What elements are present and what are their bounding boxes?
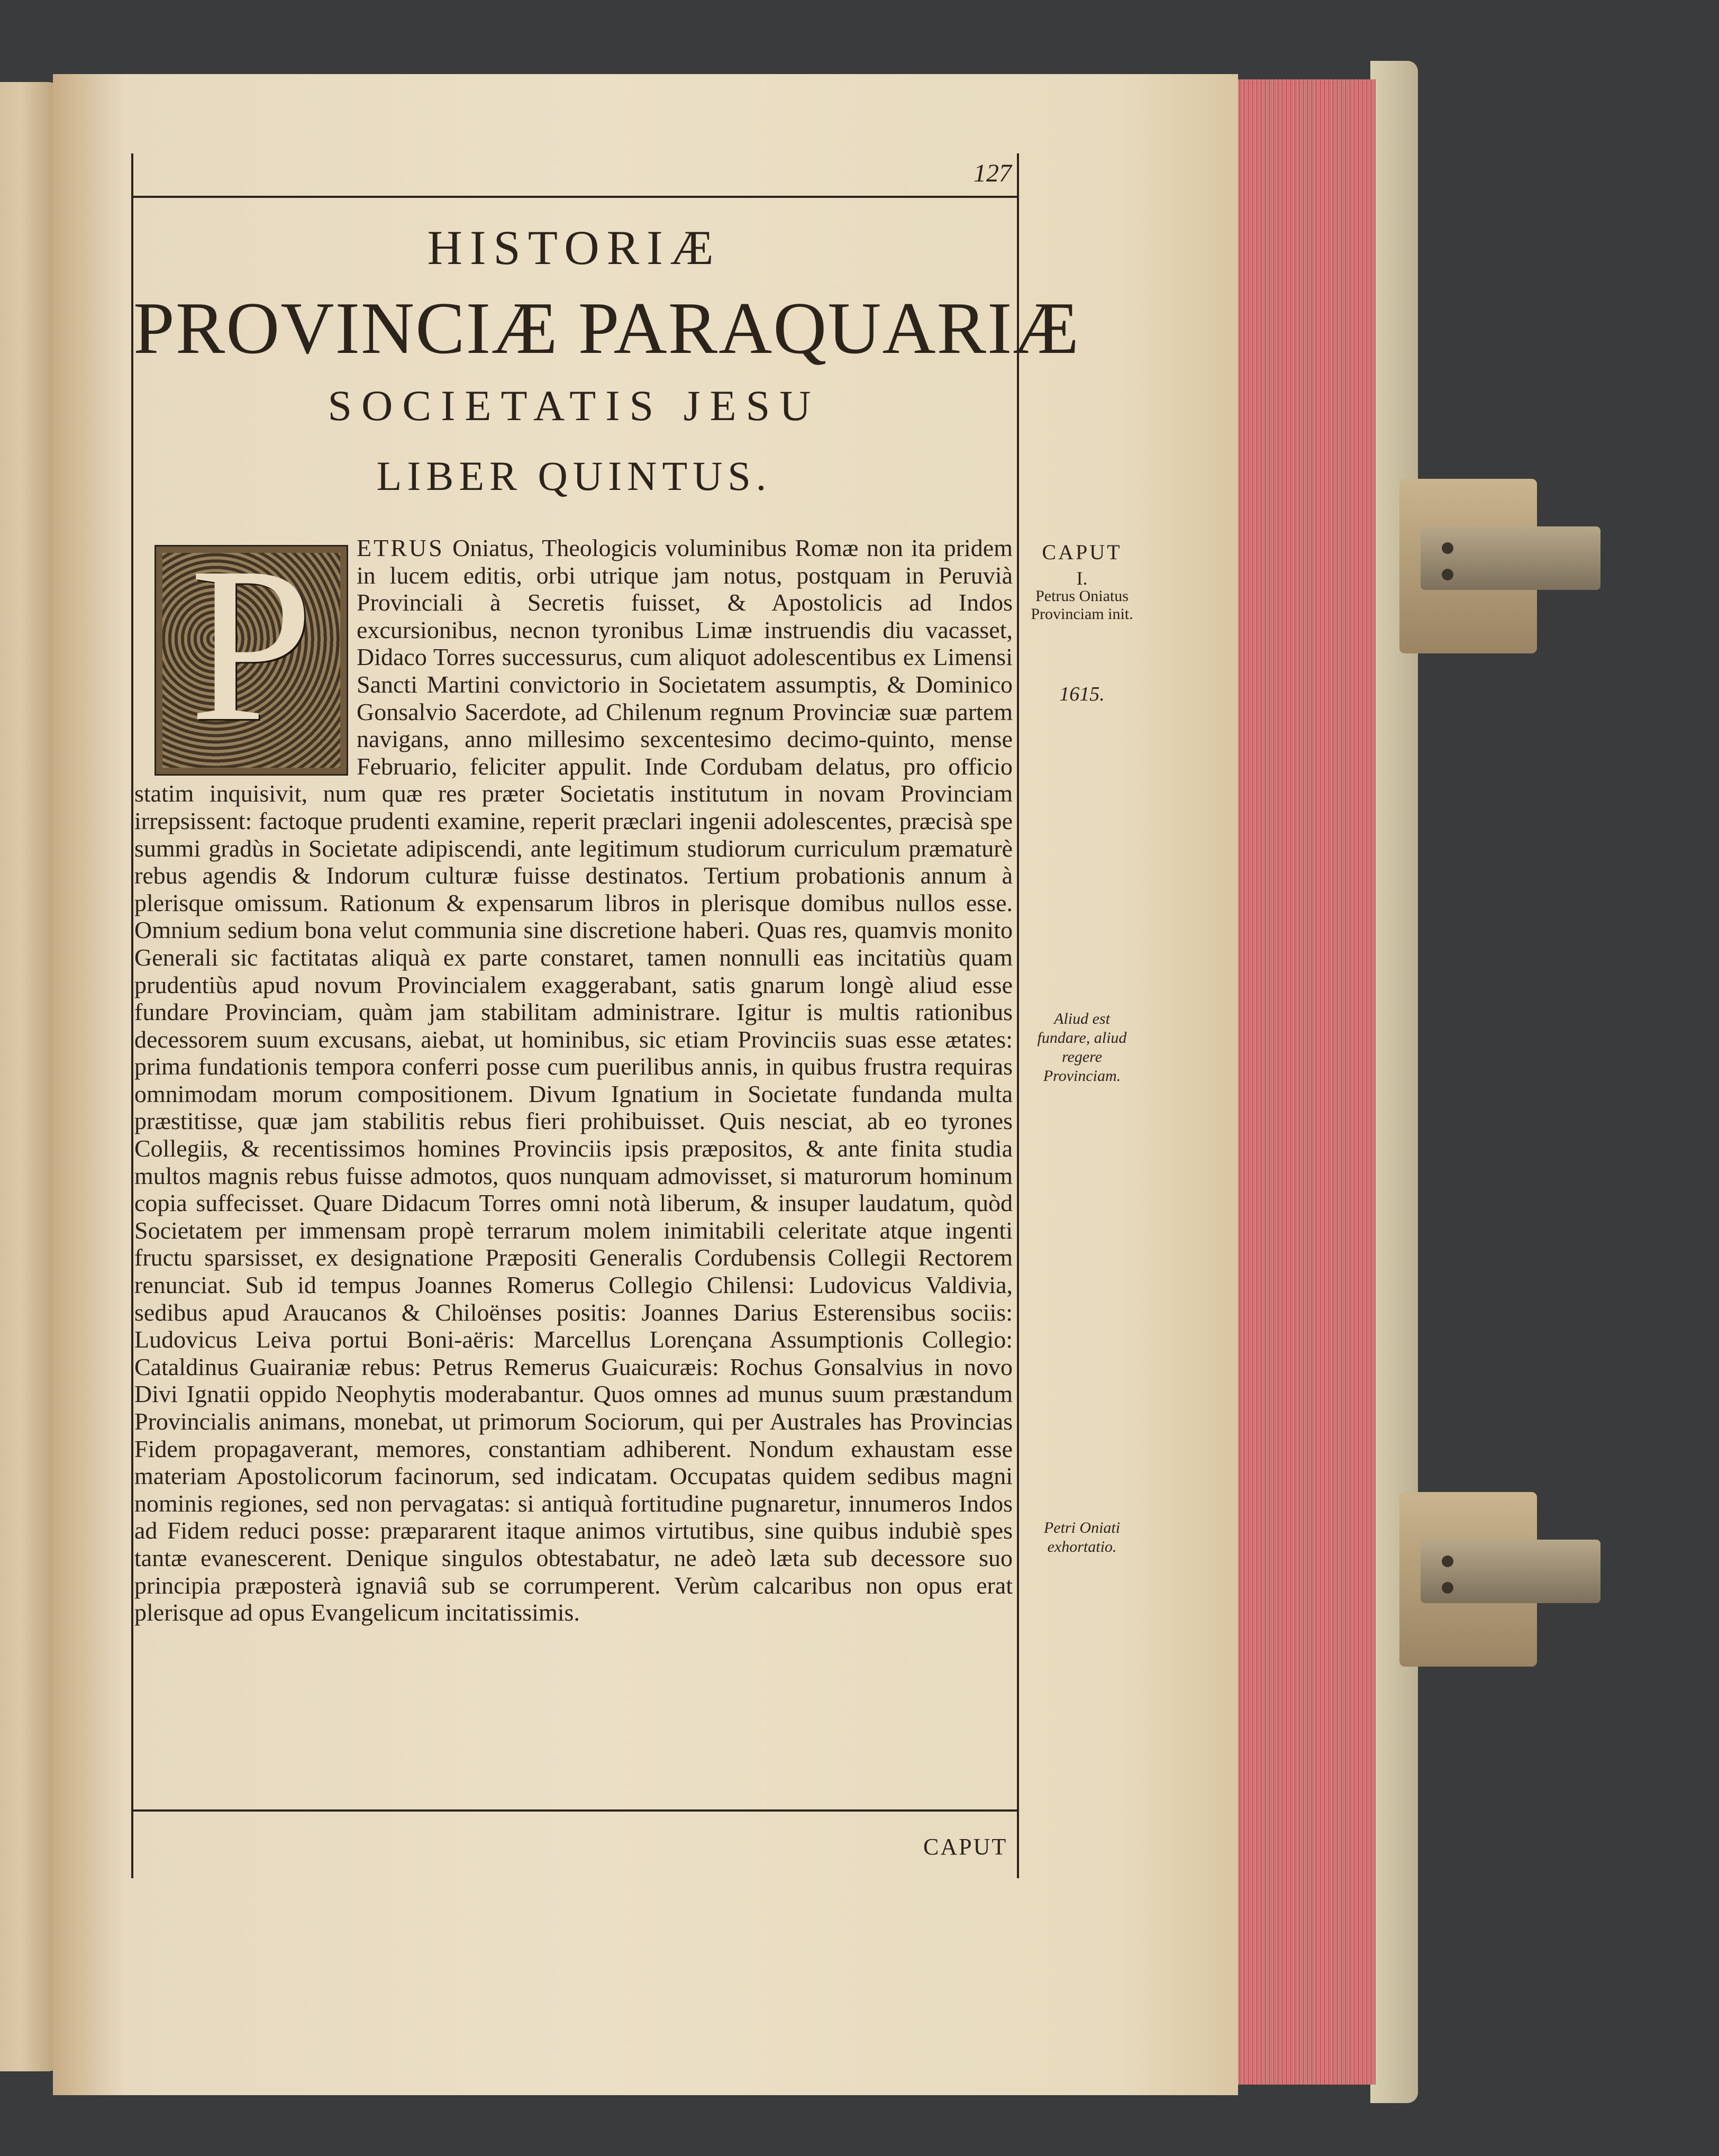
upper-clasp (1399, 479, 1537, 653)
header-rule (131, 196, 1017, 198)
margin-note-petri: Petri Oniati exhortatio. (1043, 1519, 1121, 1555)
title-provinciae: PROVINCIÆ PARAQUARIÆ (133, 287, 1080, 369)
page-edges (1233, 79, 1376, 2085)
drop-cap-space (134, 534, 357, 778)
clasp-pin (1442, 569, 1453, 580)
title-societatis: SOCIETATIS JESU (328, 381, 821, 430)
drop-cap-letter: P (189, 521, 313, 767)
margin-caput-number: I. (1076, 568, 1088, 589)
clasp-pin (1442, 1582, 1453, 1594)
page-number: 127 (974, 159, 1012, 187)
body-text: Oniatus, Theologicis voluminibus Romæ non ita pridem in lucem editis, orbi utrique jam notus, postquam in Peruvià Provinciali à Secretis fuisset, & Apostolicis ad Indos excursionibus, necnon tyronibus Limæ instruendis diu vacasset, Didaco Torres successurus, cum aliquot adolescentibus ex Limensi Sancti Martini convictorio in Societatem assumptis, & Dominico Gonsalvio Sacerdote, ad Chilenum regnum Provinciæ suæ partem navigans, anno millesimo sexcentesimo decimo-quinto, mense Februario, feliciter appulit. Inde Cordubam delatus, pro officio statim inquisivit, num quæ res præter Societatis institutum in novam Provinciam irrepsissent: factoque prudenti examine, reperit præclari ingenii adolescentes, præcisà spe summi gradùs in Societate adipiscendi, ante legitimum studiorum curriculum præmaturè rebus agendis & Indorum culturæ fuisse destinatos. Tertium probationis annum à plerisque omissum. Rationum & expensarum libros in plerisque domibus nullos esse. Omnium sedium bona velut communia sine discretione haberi. Quas res, quamvis monito Generali sic factitatas aliquà ex parte constaret, tamen nonnulli eas incitatiùs quam prudentiùs apud novum Provincialem exaggerabant, satis gnarum longè aliud esse fundare Provinciam, quàm jam stabilitam administrare. Igitur is multis rationibus decessorem suum excusans, aiebat, ut hominibus, sic etiam Provinciis suas esse ætates: prima fundationis tempora conferri posse cum puerilibus annis, in quibus frustra requiras omnimodam morum compositionem. Divum Ignatium in Societate fundanda multa præstitisse, quæ jam stabilitis rebus fieri prohibuisset. Quis nesciat, ab eo tyrones Collegiis, & recentissimos homines Provinciis ipsis præpositos, & ante finita studia multos magnis rebus fuisse admotos, quos nunquam admovisset, si maturorum hominum copia suffecisset. Quare Didacum Torres omni notà liberum, & insuper laudatum, quòd Societatem per immensam propè terrarum molem inimitabili celeritate atque ingenti fructu sparsisset, ex designatione Præpositi Generalis Cordubensis Collegii Rectorem renunciat. Sub id tempus Joannes Romerus Collegio Chilensi: Ludovicus Valdivia, sedibus apud Araucanos & Chiloënses positis: Joannes Darius Esterensibus sociis: Ludovicus Leiva portui Boni-aëris: Marcellus Lorençana Assumptionis Collegio: Cataldinus Guairaniæ rebus: Petrus Remerus Guaicuræis: Rochus Gonsalvius in novo Divi Ignatii oppido Neophytis moderabantur. Quos omnes ad munus suum præstandum Provincialis animans, monebat, ut primorum Sociorum, qui per Australes has Provincias Fidem propagaverant, memores, constantiam adhiberent. Nondum exhaustam esse materiam Apostolicorum facinorum, sed indicatam. Occupatas quidem sedibus magni nominis regiones, sed non pervagatas: si antiquà fortitudine pugnaretur, innumeros Indos ad Fidem reduci posse: præpararent itaque animos virtutibus, sine quibus indubiè spes tantæ evanescerent. Denique singulos obtestabatur, ne adeò læta sub decessore suo principia præposterà ignaviâ sub se corrumperent. Verùm calcaribus non opus erat plerisque ad opus Evangelicum incitatissimis. (134, 534, 1013, 1626)
catchword: CAPUT (923, 1834, 1008, 1860)
footer-rule (131, 1809, 1017, 1812)
margin-note-aliud: Aliud est fundare, aliud regere Provinciam. (1037, 1010, 1127, 1085)
title-historiae: HISTORIÆ (427, 221, 721, 275)
clasp-pin (1442, 1555, 1453, 1567)
margin-note-oniatus: Petrus Oniatus Provinciam init. (1031, 587, 1133, 623)
lower-clasp-bar (1421, 1540, 1600, 1603)
main-text (134, 534, 1013, 1626)
margin-year: 1615. (1059, 683, 1105, 705)
first-word: ETRUS (357, 534, 444, 561)
margin-caput: CAPUT (1042, 540, 1122, 564)
lower-clasp (1399, 1492, 1537, 1667)
title-liber: LIBER QUINTUS. (376, 453, 772, 499)
book-cover-edge (1370, 61, 1418, 2103)
upper-clasp-bar (1421, 526, 1600, 590)
clasp-pin (1442, 542, 1453, 554)
